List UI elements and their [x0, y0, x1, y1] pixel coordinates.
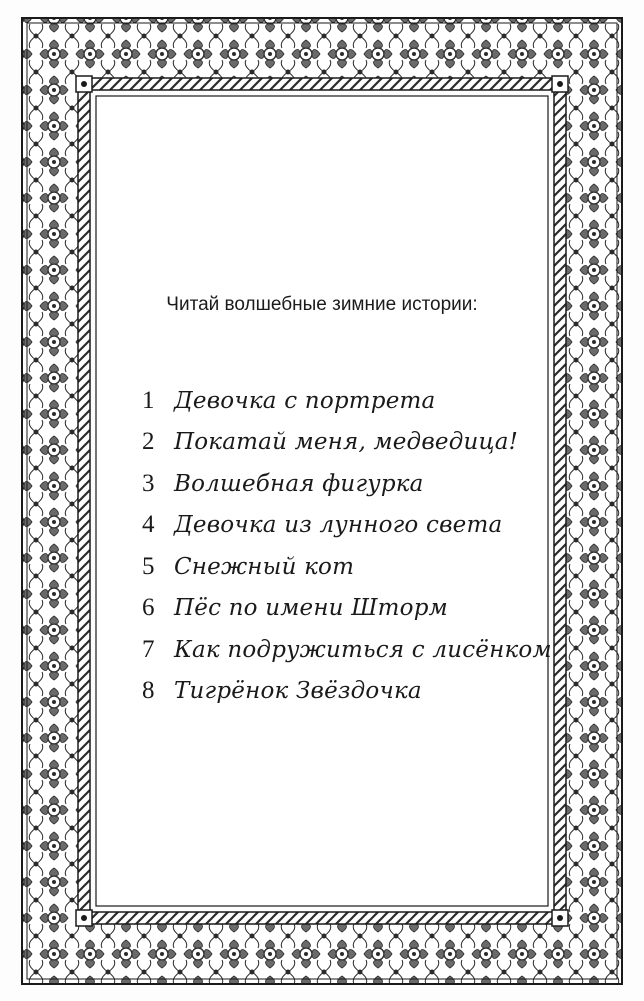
story-title: Пёс по имени Шторм: [174, 595, 448, 622]
story-number: 1: [142, 386, 155, 414]
list-item: [142, 422, 562, 464]
story-number: 5: [142, 552, 155, 580]
story-title: Девочка с портрета: [174, 387, 436, 414]
list-item: [142, 588, 562, 630]
story-number: 4: [142, 511, 155, 539]
story-title: Девочка из лунного света: [174, 512, 503, 539]
story-title: Покатай меня, медведица!: [174, 429, 519, 456]
story-title: Как подружиться с лисёнком: [174, 636, 552, 663]
story-title: Волшебная фигурка: [174, 470, 424, 497]
list-item: [142, 463, 562, 505]
stories-list: [142, 380, 562, 712]
list-item: [142, 380, 562, 422]
story-number: 2: [142, 428, 155, 456]
story-number: 3: [142, 469, 155, 497]
story-number: 7: [142, 635, 155, 663]
list-item: [142, 629, 562, 671]
toc-intro-heading: Читай волшебные зимние истории:: [166, 294, 478, 315]
list-item: [142, 671, 562, 713]
story-number: 6: [142, 594, 155, 622]
story-number: 8: [142, 677, 155, 705]
story-title: Снежный кот: [174, 553, 355, 580]
story-title: Тигрёнок Звёздочка: [174, 678, 422, 705]
list-item: [142, 546, 562, 588]
list-item: [142, 505, 562, 547]
